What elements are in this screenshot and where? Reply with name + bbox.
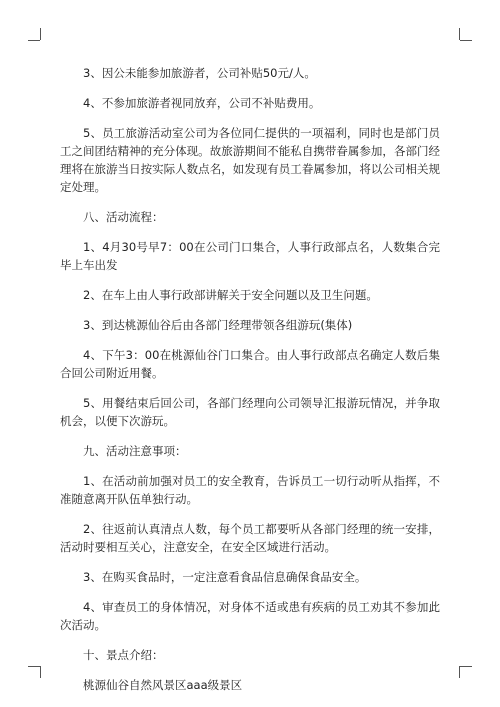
flow-step-4: 4、下午3：00在桃源仙谷门口集合。由人事行政部点名确定人数后集合回公司附近用餐。 [60, 348, 440, 380]
crop-mark [459, 28, 460, 40]
document-body [60, 64, 440, 706]
crop-mark [28, 40, 40, 41]
paragraph-item-4: 4、不参加旅游者视同放弃，公司不补贴费用。 [83, 96, 321, 110]
crop-mark [460, 666, 472, 667]
flow-step-2: 2、在车上由人事行政部讲解关于安全问题以及卫生问题。 [83, 288, 378, 302]
crop-mark [28, 666, 40, 667]
note-item-3: 3、在购买食品时，一定注意看食品信息确保食品安全。 [83, 570, 367, 584]
crop-mark [459, 666, 460, 678]
note-item-1: 1、在活动前加强对员工的安全教育，告诉员工一切行动听从指挥，不准随意离开队伍单独行动。 [60, 474, 440, 506]
paragraph-item-5: 5、员工旅游活动室公司为各位同仁提供的一项福利，同时也是部门员工之间团结精神的充分体现。故旅游期间不能私自携带眷属参加，各部门经理将在旅游当日按实际人数点名，如发现有员工眷属参加，将以公司相关规定处理。 [60, 126, 440, 194]
section-heading-notes: 九、活动注意事项： [83, 444, 187, 458]
crop-mark [460, 40, 472, 41]
flow-step-1: 1、4月30号早7：00在公司门口集合，人事行政部点名，人数集合完毕上车出发 [60, 240, 440, 272]
flow-step-3: 3、到达桃源仙谷后由各部门经理带领各组游玩(集体) [83, 318, 353, 332]
note-item-4: 4、审查员工的身体情况，对身体不适或患有疾病的员工劝其不参加此次活动。 [60, 600, 440, 632]
section-heading-scenic-spot: 十、景点介绍： [83, 648, 164, 662]
flow-step-5: 5、用餐结束后回公司，各部门经理向公司领导汇报游玩情况，并争取机会，以便下次游玩。 [60, 396, 440, 428]
note-item-2: 2、往返前认真清点人数，每个员工都要听从各部门经理的统一安排，活动时要相互关心，注意安全，在安全区域进行活动。 [60, 522, 440, 554]
crop-mark [40, 666, 41, 678]
section-heading-activity-flow: 八、活动流程： [83, 210, 164, 224]
paragraph-item-3: 3、因公未能参加旅游者，公司补贴50元/人。 [83, 66, 316, 80]
crop-mark [40, 28, 41, 40]
scenic-spot-description: 桃源仙谷自然风景区aaa级景区 [83, 678, 243, 692]
